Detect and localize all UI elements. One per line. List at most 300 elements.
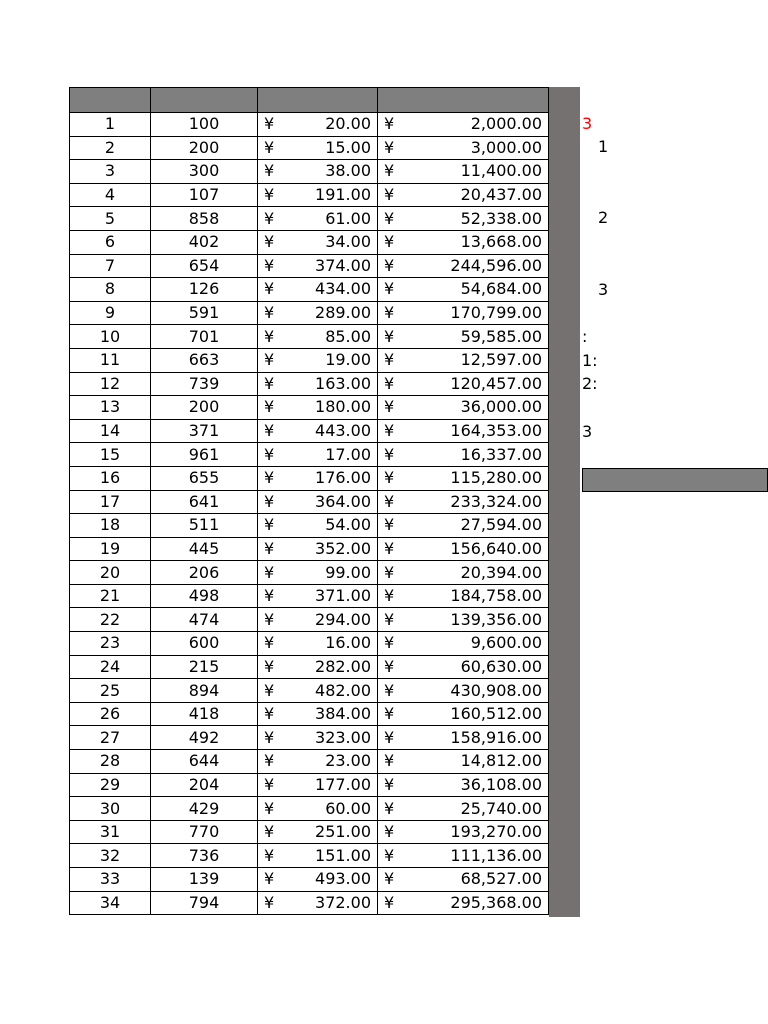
currency-symbol: ¥ xyxy=(264,727,275,747)
cell-quantity[interactable]: 736 xyxy=(151,844,258,868)
cell-quantity[interactable]: 770 xyxy=(151,820,258,844)
currency-symbol: ¥ xyxy=(384,350,395,370)
table-row xyxy=(70,844,549,868)
cell-quantity[interactable]: 644 xyxy=(151,750,258,774)
cell-quantity[interactable]: 429 xyxy=(151,797,258,821)
unit-price-value: 374.00 xyxy=(315,255,371,275)
cell-amount[interactable] xyxy=(378,655,549,679)
table-row xyxy=(70,750,549,774)
unit-price-value: 443.00 xyxy=(315,421,371,441)
unit-price-value: 85.00 xyxy=(325,326,371,346)
header-quantity[interactable] xyxy=(151,88,258,113)
header-amount[interactable] xyxy=(378,88,549,113)
currency-symbol: ¥ xyxy=(264,515,275,535)
cell-name[interactable]: 23 xyxy=(70,632,151,656)
cell-unit-price[interactable] xyxy=(258,348,378,372)
cell-name[interactable]: 5 xyxy=(70,207,151,231)
table-row xyxy=(70,891,549,915)
cell-quantity[interactable]: 418 xyxy=(151,702,258,726)
side-bar-column xyxy=(549,87,580,917)
cell-unit-price[interactable] xyxy=(258,278,378,302)
currency-symbol: ¥ xyxy=(264,633,275,653)
cell-unit-price[interactable] xyxy=(258,773,378,797)
cell-unit-price[interactable] xyxy=(258,537,378,561)
unit-price-value: 38.00 xyxy=(325,161,371,181)
unit-price-value: 493.00 xyxy=(315,869,371,889)
currency-symbol: ¥ xyxy=(384,586,395,606)
currency-symbol: ¥ xyxy=(264,822,275,842)
table-row xyxy=(70,655,549,679)
cell-name[interactable]: 29 xyxy=(70,773,151,797)
cell-unit-price[interactable] xyxy=(258,419,378,443)
unit-price-value: 176.00 xyxy=(315,468,371,488)
currency-symbol: ¥ xyxy=(384,774,395,794)
amount-value: 59,585.00 xyxy=(460,326,542,346)
table-row xyxy=(70,348,549,372)
table-row xyxy=(70,514,549,538)
cell-unit-price[interactable] xyxy=(258,183,378,207)
unit-price-value: 372.00 xyxy=(315,892,371,912)
cell-quantity[interactable]: 655 xyxy=(151,466,258,490)
cell-amount[interactable] xyxy=(378,584,549,608)
currency-symbol: ¥ xyxy=(384,232,395,252)
currency-symbol: ¥ xyxy=(264,303,275,323)
cell-name[interactable]: 19 xyxy=(70,537,151,561)
cell-name[interactable]: 7 xyxy=(70,254,151,278)
currency-symbol: ¥ xyxy=(384,373,395,393)
cell-unit-price[interactable] xyxy=(258,608,378,632)
amount-value: 139,356.00 xyxy=(450,609,542,629)
cell-unit-price[interactable] xyxy=(258,372,378,396)
cell-amount[interactable] xyxy=(378,679,549,703)
currency-symbol: ¥ xyxy=(264,421,275,441)
cell-quantity[interactable]: 894 xyxy=(151,679,258,703)
cell-amount[interactable] xyxy=(378,561,549,585)
currency-symbol: ¥ xyxy=(264,397,275,417)
currency-symbol: ¥ xyxy=(384,822,395,842)
currency-symbol: ¥ xyxy=(384,633,395,653)
unit-price-value: 16.00 xyxy=(325,633,371,653)
cell-unit-price[interactable] xyxy=(258,726,378,750)
cell-unit-price[interactable] xyxy=(258,679,378,703)
amount-value: 14,812.00 xyxy=(460,751,542,771)
cell-unit-price[interactable] xyxy=(258,891,378,915)
table-row xyxy=(70,278,549,302)
amount-value: 170,799.00 xyxy=(450,303,542,323)
currency-symbol: ¥ xyxy=(264,774,275,794)
cell-name[interactable]: 20 xyxy=(70,561,151,585)
currency-symbol: ¥ xyxy=(264,185,275,205)
unit-price-value: 282.00 xyxy=(315,656,371,676)
cell-amount[interactable] xyxy=(378,537,549,561)
cell-name[interactable]: 11 xyxy=(70,348,151,372)
amount-value: 164,353.00 xyxy=(450,421,542,441)
cell-name[interactable]: 28 xyxy=(70,750,151,774)
cell-quantity[interactable]: 961 xyxy=(151,443,258,467)
note-1: 1: xyxy=(582,351,598,370)
amount-value: 60,630.00 xyxy=(460,656,542,676)
cell-quantity[interactable]: 371 xyxy=(151,419,258,443)
cell-unit-price[interactable] xyxy=(258,514,378,538)
cell-unit-price[interactable] xyxy=(258,820,378,844)
cell-amount[interactable] xyxy=(378,820,549,844)
cell-amount[interactable] xyxy=(378,325,549,349)
cell-unit-price[interactable] xyxy=(258,466,378,490)
unit-price-value: 371.00 xyxy=(315,586,371,606)
cell-amount[interactable] xyxy=(378,608,549,632)
cell-unit-price[interactable] xyxy=(258,113,378,137)
cell-quantity[interactable]: 126 xyxy=(151,278,258,302)
amount-value: 156,640.00 xyxy=(450,538,542,558)
unit-price-value: 99.00 xyxy=(325,562,371,582)
currency-symbol: ¥ xyxy=(264,798,275,818)
unit-price-value: 163.00 xyxy=(315,373,371,393)
currency-symbol: ¥ xyxy=(384,161,395,181)
amount-value: 430,908.00 xyxy=(450,680,542,700)
cell-name[interactable]: 13 xyxy=(70,396,151,420)
unit-price-value: 17.00 xyxy=(325,444,371,464)
cell-amount[interactable] xyxy=(378,490,549,514)
cell-amount[interactable] xyxy=(378,113,549,137)
currency-symbol: ¥ xyxy=(384,515,395,535)
currency-symbol: ¥ xyxy=(384,114,395,134)
header-unit-price[interactable] xyxy=(258,88,378,113)
cell-quantity[interactable]: 204 xyxy=(151,773,258,797)
cell-amount[interactable] xyxy=(378,396,549,420)
table-row xyxy=(70,608,549,632)
currency-symbol: ¥ xyxy=(384,704,395,724)
currency-symbol: ¥ xyxy=(384,279,395,299)
table-row xyxy=(70,230,549,254)
amount-value: 16,337.00 xyxy=(460,444,542,464)
cell-amount[interactable] xyxy=(378,254,549,278)
unit-price-value: 60.00 xyxy=(325,798,371,818)
notes-title: 3 xyxy=(582,114,593,133)
table-row xyxy=(70,773,549,797)
cell-name[interactable]: 16 xyxy=(70,466,151,490)
amount-value: 120,457.00 xyxy=(450,373,542,393)
currency-symbol: ¥ xyxy=(264,538,275,558)
amount-value: 9,600.00 xyxy=(470,633,542,653)
table-row xyxy=(70,396,549,420)
cell-quantity[interactable]: 663 xyxy=(151,348,258,372)
cell-quantity[interactable]: 402 xyxy=(151,230,258,254)
action-box[interactable] xyxy=(582,468,768,492)
cell-quantity[interactable]: 107 xyxy=(151,183,258,207)
cell-name[interactable]: 6 xyxy=(70,230,151,254)
amount-value: 111,136.00 xyxy=(450,845,542,865)
table-row xyxy=(70,254,549,278)
cell-quantity[interactable]: 100 xyxy=(151,113,258,137)
cell-amount[interactable] xyxy=(378,632,549,656)
unit-price-value: 323.00 xyxy=(315,727,371,747)
amount-value: 20,394.00 xyxy=(460,562,542,582)
amount-value: 2,000.00 xyxy=(470,114,542,134)
currency-symbol: ¥ xyxy=(264,208,275,228)
currency-symbol: ¥ xyxy=(264,114,275,134)
currency-symbol: ¥ xyxy=(384,208,395,228)
currency-symbol: ¥ xyxy=(384,680,395,700)
cell-quantity[interactable]: 591 xyxy=(151,301,258,325)
currency-symbol: ¥ xyxy=(264,279,275,299)
table-row xyxy=(70,443,549,467)
unit-price-value: 251.00 xyxy=(315,822,371,842)
cell-unit-price[interactable] xyxy=(258,396,378,420)
cell-name[interactable]: 34 xyxy=(70,891,151,915)
cell-name[interactable]: 15 xyxy=(70,443,151,467)
amount-value: 12,597.00 xyxy=(460,350,542,370)
cell-name[interactable]: 27 xyxy=(70,726,151,750)
cell-name[interactable]: 10 xyxy=(70,325,151,349)
unit-price-value: 180.00 xyxy=(315,397,371,417)
cell-unit-price[interactable] xyxy=(258,207,378,231)
amount-value: 20,437.00 xyxy=(460,185,542,205)
amount-value: 193,270.00 xyxy=(450,822,542,842)
cell-amount[interactable] xyxy=(378,844,549,868)
amount-value: 36,000.00 xyxy=(460,397,542,417)
cell-amount[interactable] xyxy=(378,230,549,254)
currency-symbol: ¥ xyxy=(264,350,275,370)
cell-unit-price[interactable] xyxy=(258,301,378,325)
table-row xyxy=(70,537,549,561)
unit-price-value: 34.00 xyxy=(325,232,371,252)
cell-unit-price[interactable] xyxy=(258,655,378,679)
unit-price-value: 482.00 xyxy=(315,680,371,700)
unit-price-value: 352.00 xyxy=(315,538,371,558)
cell-quantity[interactable]: 794 xyxy=(151,891,258,915)
cell-quantity[interactable]: 858 xyxy=(151,207,258,231)
cell-name[interactable]: 18 xyxy=(70,514,151,538)
amount-value: 158,916.00 xyxy=(450,727,542,747)
cell-quantity[interactable]: 474 xyxy=(151,608,258,632)
cell-amount[interactable] xyxy=(378,136,549,160)
note-3: 3 xyxy=(582,422,593,441)
cell-name[interactable]: 9 xyxy=(70,301,151,325)
currency-symbol: ¥ xyxy=(264,680,275,700)
table-row xyxy=(70,820,549,844)
amount-value: 160,512.00 xyxy=(450,704,542,724)
currency-symbol: ¥ xyxy=(384,468,395,488)
currency-symbol: ¥ xyxy=(384,727,395,747)
unit-price-value: 20.00 xyxy=(325,114,371,134)
cell-quantity[interactable]: 206 xyxy=(151,561,258,585)
currency-symbol: ¥ xyxy=(264,845,275,865)
cell-unit-price[interactable] xyxy=(258,632,378,656)
unit-price-value: 151.00 xyxy=(315,845,371,865)
cell-amount[interactable] xyxy=(378,372,549,396)
cell-name[interactable]: 31 xyxy=(70,820,151,844)
table-row xyxy=(70,797,549,821)
amount-value: 52,338.00 xyxy=(460,208,542,228)
amount-value: 233,324.00 xyxy=(450,491,542,511)
currency-symbol: ¥ xyxy=(384,845,395,865)
cell-unit-price[interactable] xyxy=(258,490,378,514)
cell-name[interactable]: 24 xyxy=(70,655,151,679)
cell-amount[interactable] xyxy=(378,797,549,821)
currency-symbol: ¥ xyxy=(384,609,395,629)
table-row xyxy=(70,490,549,514)
cell-name[interactable]: 1 xyxy=(70,113,151,137)
unit-price-value: 384.00 xyxy=(315,704,371,724)
amount-value: 115,280.00 xyxy=(450,468,542,488)
cell-unit-price[interactable] xyxy=(258,325,378,349)
cell-amount[interactable] xyxy=(378,702,549,726)
table-row xyxy=(70,113,549,137)
currency-symbol: ¥ xyxy=(384,185,395,205)
cell-name[interactable]: 2 xyxy=(70,136,151,160)
cell-amount[interactable] xyxy=(378,466,549,490)
cell-name[interactable]: 33 xyxy=(70,868,151,892)
cell-amount[interactable] xyxy=(378,891,549,915)
cell-amount[interactable] xyxy=(378,278,549,302)
cell-unit-price[interactable] xyxy=(258,702,378,726)
cell-amount[interactable] xyxy=(378,301,549,325)
currency-symbol: ¥ xyxy=(384,137,395,157)
currency-symbol: ¥ xyxy=(264,586,275,606)
table-row xyxy=(70,632,549,656)
cell-name[interactable]: 21 xyxy=(70,584,151,608)
currency-symbol: ¥ xyxy=(384,656,395,676)
unit-price-value: 19.00 xyxy=(325,350,371,370)
cell-unit-price[interactable] xyxy=(258,561,378,585)
cell-name[interactable]: 30 xyxy=(70,797,151,821)
currency-symbol: ¥ xyxy=(264,609,275,629)
currency-symbol: ¥ xyxy=(264,869,275,889)
cell-amount[interactable] xyxy=(378,868,549,892)
table-row xyxy=(70,561,549,585)
unit-price-value: 289.00 xyxy=(315,303,371,323)
cell-quantity[interactable]: 445 xyxy=(151,537,258,561)
unit-price-value: 294.00 xyxy=(315,609,371,629)
currency-symbol: ¥ xyxy=(264,161,275,181)
amount-value: 13,668.00 xyxy=(460,232,542,252)
unit-price-value: 61.00 xyxy=(325,208,371,228)
cell-amount[interactable] xyxy=(378,348,549,372)
cell-quantity[interactable]: 600 xyxy=(151,632,258,656)
table-row xyxy=(70,372,549,396)
cell-unit-price[interactable] xyxy=(258,584,378,608)
table-row xyxy=(70,726,549,750)
cell-name[interactable]: 8 xyxy=(70,278,151,302)
currency-symbol: ¥ xyxy=(264,444,275,464)
amount-value: 68,527.00 xyxy=(460,869,542,889)
table-row xyxy=(70,136,549,160)
cell-unit-price[interactable] xyxy=(258,443,378,467)
cell-amount[interactable] xyxy=(378,419,549,443)
currency-symbol: ¥ xyxy=(384,255,395,275)
unit-price-value: 177.00 xyxy=(315,774,371,794)
cell-unit-price[interactable] xyxy=(258,750,378,774)
cell-name[interactable]: 14 xyxy=(70,419,151,443)
amount-value: 184,758.00 xyxy=(450,586,542,606)
currency-symbol: ¥ xyxy=(264,751,275,771)
amount-value: 11,400.00 xyxy=(460,161,542,181)
cell-unit-price[interactable] xyxy=(258,254,378,278)
cell-amount[interactable] xyxy=(378,773,549,797)
cell-unit-price[interactable] xyxy=(258,844,378,868)
currency-symbol: ¥ xyxy=(264,255,275,275)
unit-price-value: 434.00 xyxy=(315,279,371,299)
cell-quantity[interactable]: 511 xyxy=(151,514,258,538)
amount-value: 295,368.00 xyxy=(450,892,542,912)
cell-quantity[interactable]: 498 xyxy=(151,584,258,608)
currency-symbol: ¥ xyxy=(384,444,395,464)
cell-quantity[interactable]: 641 xyxy=(151,490,258,514)
table-row xyxy=(70,160,549,184)
cell-name[interactable]: 25 xyxy=(70,679,151,703)
amount-value: 36,108.00 xyxy=(460,774,542,794)
unit-price-value: 191.00 xyxy=(315,185,371,205)
currency-symbol: ¥ xyxy=(264,704,275,724)
cell-unit-price[interactable] xyxy=(258,797,378,821)
cell-amount[interactable] xyxy=(378,514,549,538)
currency-symbol: ¥ xyxy=(384,869,395,889)
cell-quantity[interactable]: 654 xyxy=(151,254,258,278)
cell-quantity[interactable]: 300 xyxy=(151,160,258,184)
currency-symbol: ¥ xyxy=(384,562,395,582)
cell-quantity[interactable]: 701 xyxy=(151,325,258,349)
cell-amount[interactable] xyxy=(378,750,549,774)
step-2-label: 2 xyxy=(598,208,609,227)
cell-name[interactable]: 4 xyxy=(70,183,151,207)
currency-symbol: ¥ xyxy=(384,751,395,771)
cell-name[interactable]: 32 xyxy=(70,844,151,868)
cell-unit-price[interactable] xyxy=(258,230,378,254)
table-row xyxy=(70,183,549,207)
cell-quantity[interactable]: 739 xyxy=(151,372,258,396)
unit-price-value: 54.00 xyxy=(325,515,371,535)
cell-quantity[interactable]: 200 xyxy=(151,136,258,160)
unit-price-value: 15.00 xyxy=(325,137,371,157)
notes-label: : xyxy=(582,327,588,346)
currency-symbol: ¥ xyxy=(264,468,275,488)
cell-name[interactable]: 22 xyxy=(70,608,151,632)
cell-amount[interactable] xyxy=(378,183,549,207)
currency-symbol: ¥ xyxy=(384,538,395,558)
cell-unit-price[interactable] xyxy=(258,136,378,160)
currency-symbol: ¥ xyxy=(384,303,395,323)
amount-value: 27,594.00 xyxy=(460,515,542,535)
cell-quantity[interactable]: 200 xyxy=(151,396,258,420)
header-row xyxy=(70,88,549,113)
currency-symbol: ¥ xyxy=(264,491,275,511)
cell-name[interactable]: 26 xyxy=(70,702,151,726)
cell-amount[interactable] xyxy=(378,207,549,231)
currency-symbol: ¥ xyxy=(264,326,275,346)
cell-amount[interactable] xyxy=(378,443,549,467)
cell-amount[interactable] xyxy=(378,726,549,750)
cell-name[interactable]: 3 xyxy=(70,160,151,184)
cell-name[interactable]: 17 xyxy=(70,490,151,514)
currency-symbol: ¥ xyxy=(264,373,275,393)
cell-quantity[interactable]: 215 xyxy=(151,655,258,679)
table-row xyxy=(70,419,549,443)
note-2: 2: xyxy=(582,374,598,393)
currency-symbol: ¥ xyxy=(264,562,275,582)
cell-quantity[interactable]: 139 xyxy=(151,868,258,892)
cell-unit-price[interactable] xyxy=(258,160,378,184)
cell-unit-price[interactable] xyxy=(258,868,378,892)
cell-name[interactable]: 12 xyxy=(70,372,151,396)
currency-symbol: ¥ xyxy=(384,421,395,441)
currency-symbol: ¥ xyxy=(264,656,275,676)
unit-price-value: 364.00 xyxy=(315,491,371,511)
unit-price-value: 23.00 xyxy=(325,751,371,771)
header-name[interactable] xyxy=(70,88,151,113)
cell-amount[interactable] xyxy=(378,160,549,184)
amount-value: 244,596.00 xyxy=(450,255,542,275)
cell-quantity[interactable]: 492 xyxy=(151,726,258,750)
